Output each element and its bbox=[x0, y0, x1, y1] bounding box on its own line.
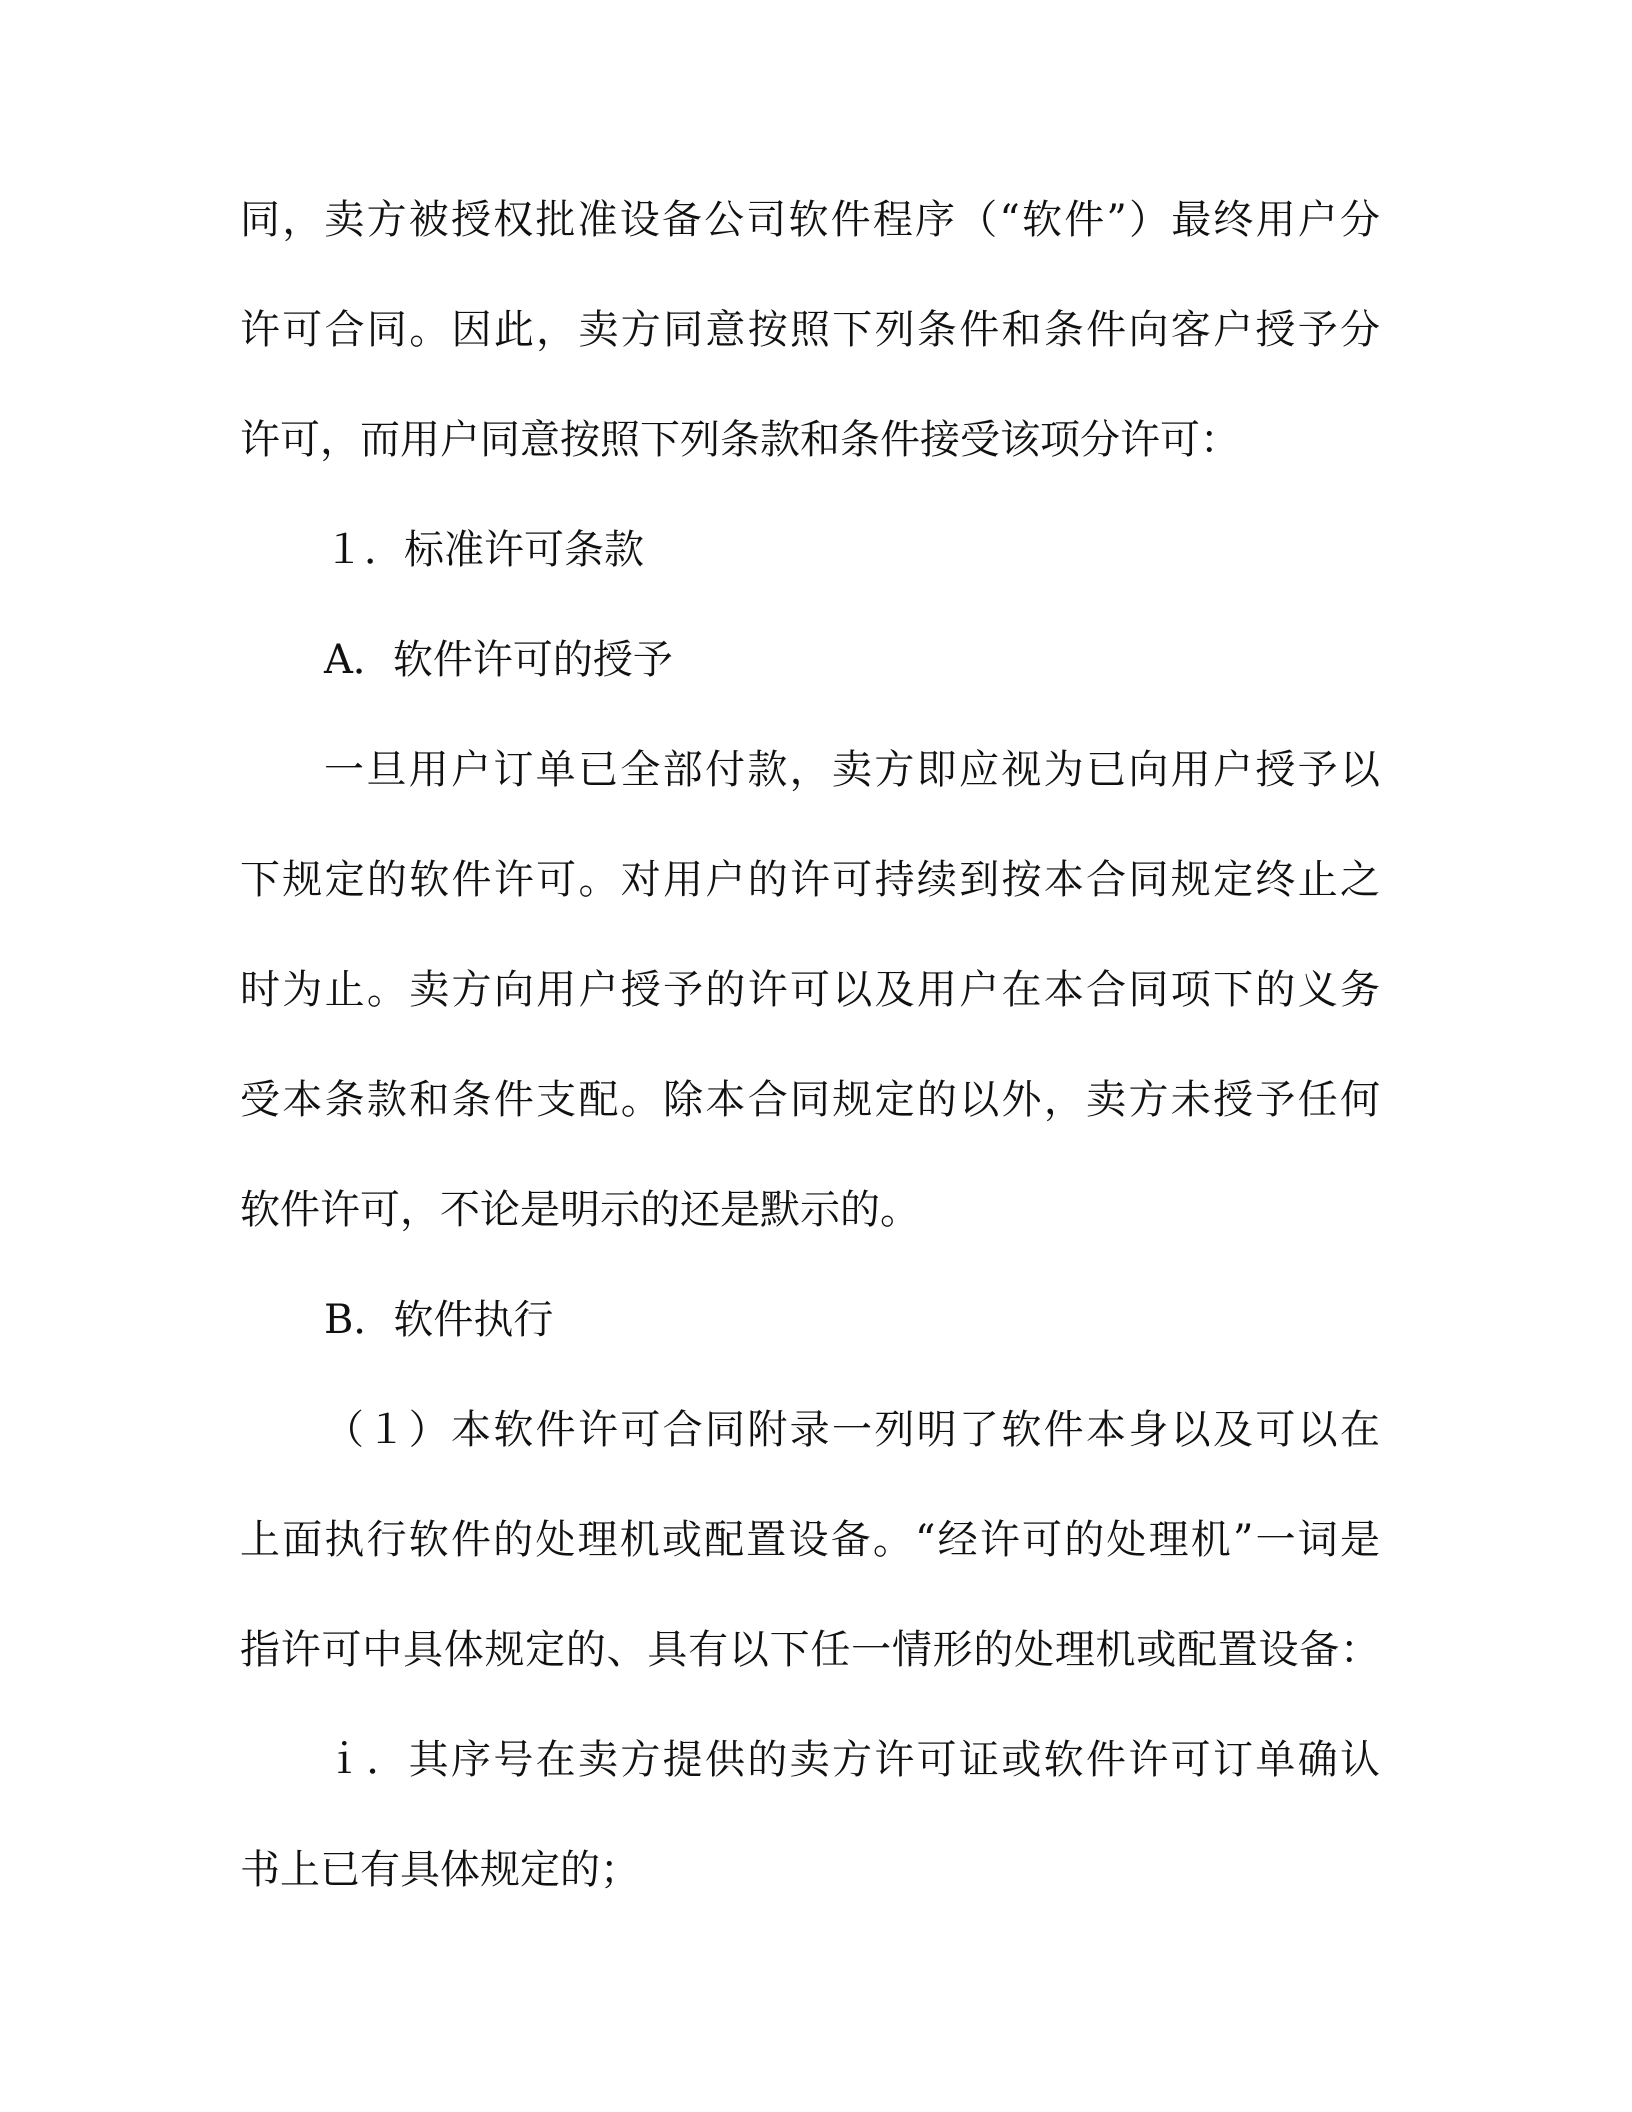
list-item-i-line-1: ｉ．其序号在卖方提供的卖方许可证或软件许可订单确认 bbox=[324, 1737, 1380, 1783]
document-body bbox=[240, 180, 1380, 1940]
subsection-heading-b: B．软件执行 bbox=[324, 1297, 554, 1343]
paragraph-line-8: 时为止。卖方向用户授予的许可以及用户在本合同项下的义务 bbox=[240, 967, 1380, 1013]
paragraph-line-7: 下规定的软件许可。对用户的许可持续到按本合同规定终止之 bbox=[240, 857, 1380, 903]
paragraph-line-10: 软件许可，不论是明示的还是默示的。 bbox=[240, 1187, 920, 1233]
paragraph-line-1: 同，卖方被授权批准设备公司软件程序（“软件”）最终用户分 bbox=[240, 197, 1380, 243]
paragraph-line-3: 许可，而用户同意按照下列条款和条件接受该项分许可： bbox=[240, 417, 1240, 463]
paragraph-line-2: 许可合同。因此，卖方同意按照下列条件和条件向客户授予分 bbox=[240, 307, 1380, 353]
paragraph-line-9: 受本条款和条件支配。除本合同规定的以外，卖方未授予任何 bbox=[240, 1077, 1380, 1123]
paragraph-line-13: 上面执行软件的处理机或配置设备。“经许可的处理机”一词是 bbox=[240, 1517, 1380, 1563]
paragraph-line-12: （１）本软件许可合同附录一列明了软件本身以及可以在 bbox=[324, 1407, 1380, 1453]
subsection-heading-a: A．软件许可的授予 bbox=[324, 637, 673, 683]
paragraph-line-14: 指许可中具体规定的、具有以下任一情形的处理机或配置设备： bbox=[240, 1627, 1380, 1673]
list-item-i-line-2: 书上已有具体规定的； bbox=[240, 1847, 640, 1893]
paragraph-line-6: 一旦用户订单已全部付款，卖方即应视为已向用户授予以 bbox=[324, 747, 1380, 793]
section-heading-1: １．标准许可条款 bbox=[324, 527, 644, 573]
